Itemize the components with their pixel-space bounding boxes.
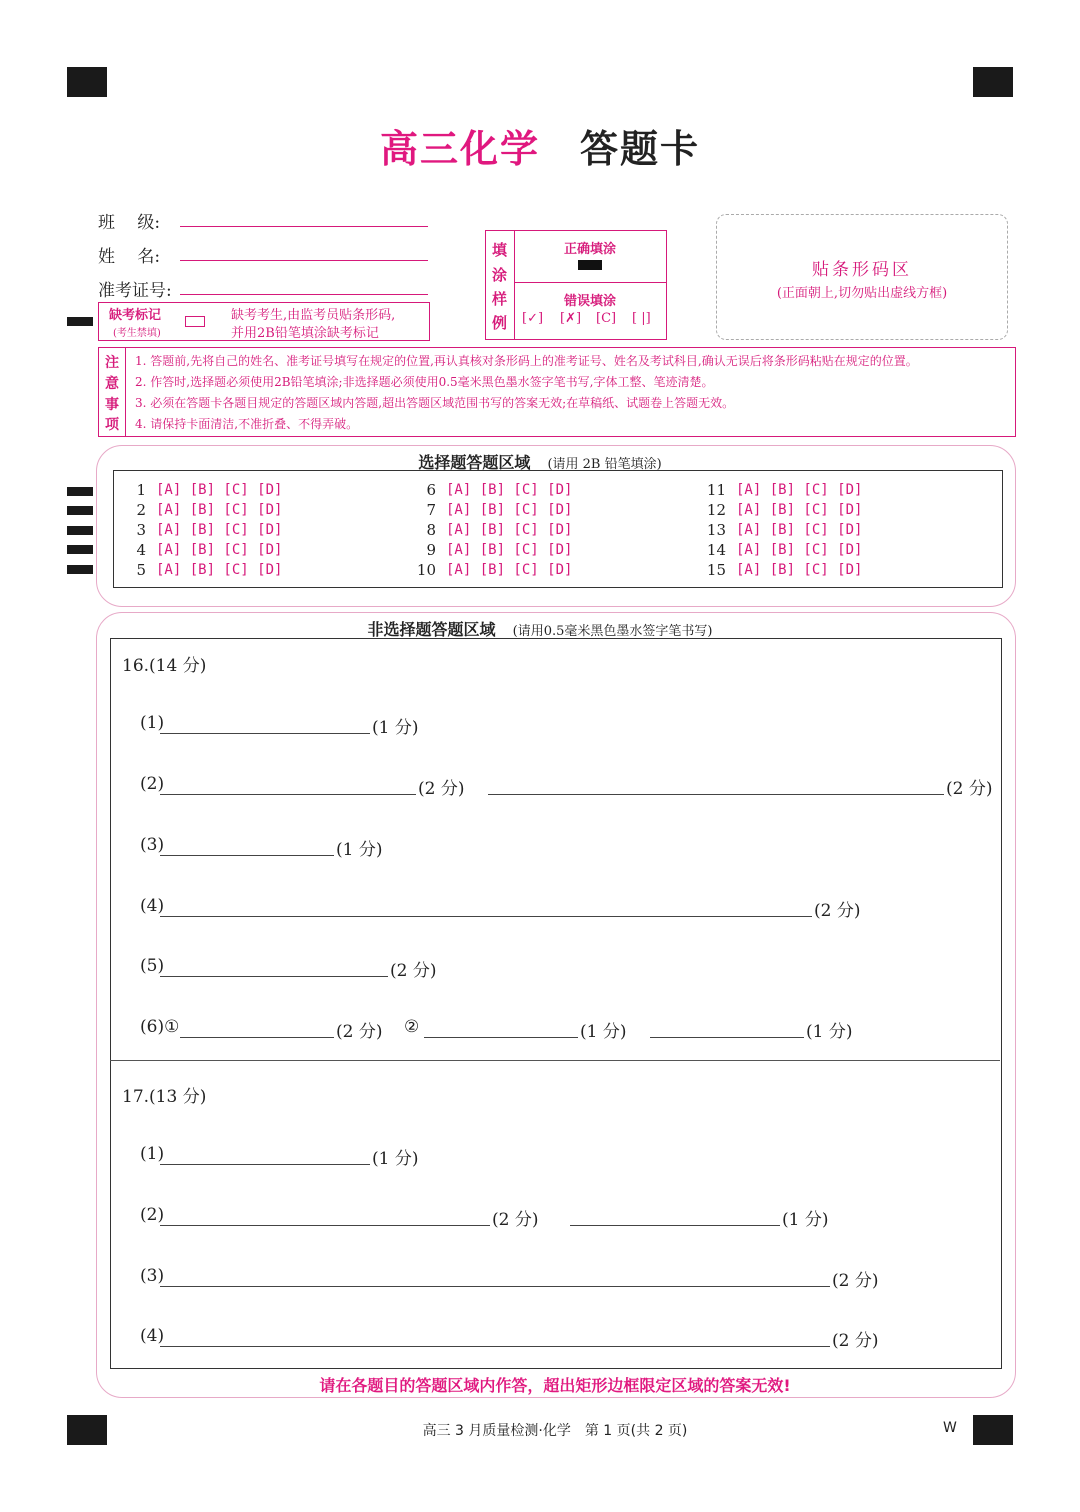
q17-part-2-label: (2) — [140, 1205, 165, 1225]
timing-mark — [67, 506, 93, 515]
choice-question-number: 10 — [416, 561, 436, 579]
q16-part-3-label: (3) — [140, 835, 165, 855]
choice-options[interactable]: [A] [B] [C] [D] — [736, 522, 863, 538]
exam-id-field[interactable] — [180, 294, 428, 295]
note-item: 1. 答题前,先将自己的姓名、准考证号填写在规定的位置,再认真核对条形码上的准考证号、姓名及考试科目,确认无误后将条形码粘贴在规定的位置。 — [135, 354, 918, 368]
choice-options[interactable]: [A] [B] [C] [D] — [156, 562, 283, 578]
choice-options[interactable]: [A] [B] [C] [D] — [156, 522, 283, 538]
choice-options[interactable]: [A] [B] [C] [D] — [156, 482, 283, 498]
choice-question-number: 3 — [136, 521, 146, 539]
choice-options[interactable]: [A] [B] [C] [D] — [736, 482, 863, 498]
class-field[interactable] — [180, 226, 428, 227]
q17-part-4-answer-line[interactable] — [160, 1346, 830, 1347]
absent-desc-1: 缺考考生,由监考员贴条形码, — [231, 308, 396, 323]
title-subject: 高三化学 — [379, 127, 540, 171]
q16-part-2b-score: (2 分) — [946, 779, 993, 799]
choice-question-number: 1 — [136, 481, 146, 499]
name-field[interactable] — [180, 260, 428, 261]
fill-side-char: 例 — [492, 314, 508, 332]
choice-question-number: 6 — [426, 481, 436, 499]
choice-zone-title-text: 选择题答题区域 — [418, 453, 531, 472]
q17-part-2b-score: (1 分) — [782, 1210, 829, 1230]
choice-options[interactable]: [A] [B] [C] [D] — [156, 542, 283, 558]
registration-mark-top-right — [973, 67, 1013, 97]
q17-part-1-answer-line[interactable] — [160, 1164, 370, 1165]
choice-options[interactable]: [A] [B] [C] [D] — [446, 542, 573, 558]
choice-options[interactable]: [A] [B] [C] [D] — [446, 562, 573, 578]
q16-part-4-answer-line[interactable] — [160, 916, 812, 917]
q16-part-6c-score: (1 分) — [806, 1022, 853, 1042]
absent-marker-box — [98, 302, 430, 341]
choice-options[interactable]: [A] [B] [C] [D] — [156, 502, 283, 518]
choice-question-number: 9 — [426, 541, 436, 559]
q16-part-6a-score: (2 分) — [336, 1022, 383, 1042]
q16-part-6b-label: ② — [404, 1017, 420, 1037]
choice-zone-hint: (请用 2B 铅笔填涂) — [547, 457, 662, 472]
fill-side-char: 涂 — [492, 266, 508, 284]
wrong-fill-label: 错误填涂 — [563, 294, 616, 309]
q16-part-1-score: (1 分) — [372, 718, 419, 738]
nonchoice-zone-hint: (请用0.5毫米黑色墨水签字笔书写) — [512, 624, 713, 639]
choice-options[interactable]: [A] [B] [C] [D] — [446, 482, 573, 498]
wrong-fill-mark: [✓] — [522, 311, 544, 326]
fill-example-box — [485, 230, 667, 340]
registration-mark-top-left — [67, 67, 107, 97]
choice-options[interactable]: [A] [B] [C] [D] — [446, 522, 573, 538]
note-item: 3. 必须在答题卡各题目规定的答题区域内答题,超出答题区域范围书写的答案无效;在草稿纸、试题卷上答题无效。 — [135, 396, 735, 410]
choice-question-number: 8 — [426, 521, 436, 539]
q17-part-1-score: (1 分) — [372, 1149, 419, 1169]
footer-text: 高三 3 月质量检测·化学 第 1 页(共 2 页) — [422, 1423, 688, 1439]
choice-options[interactable]: [A] [B] [C] [D] — [736, 542, 863, 558]
fill-example-side — [486, 231, 515, 339]
exam-id-label: 准考证号: — [98, 281, 172, 301]
q16-part-1-label: (1) — [140, 713, 165, 733]
q16-part-6b-answer-line[interactable] — [424, 1037, 578, 1038]
warning-text: 请在各题目的答题区域内作答，超出矩形边框限定区域的答案无效! — [319, 1376, 791, 1395]
q17-part-3-score: (2 分) — [832, 1271, 879, 1291]
q17-head: 17.(13 分) — [122, 1087, 207, 1107]
notes-side-char: 意 — [105, 376, 119, 392]
absent-sub: (考生禁填) — [113, 328, 161, 339]
name-label: 姓 名: — [98, 247, 161, 267]
choice-options[interactable]: [A] [B] [C] [D] — [736, 562, 863, 578]
absent-checkbox[interactable] — [185, 316, 205, 327]
q17-part-2b-answer-line[interactable] — [570, 1225, 780, 1226]
q16-part-4-label: (4) — [140, 896, 165, 916]
q17-part-1-label: (1) — [140, 1144, 165, 1164]
nonchoice-zone-title — [0, 617, 1080, 640]
page-title — [0, 118, 1080, 173]
q17-part-2a-score: (2 分) — [492, 1210, 539, 1230]
timing-mark — [67, 317, 93, 326]
question-divider — [110, 1060, 1000, 1061]
q16-head: 16.(14 分) — [122, 656, 207, 676]
q17-part-3-answer-line[interactable] — [160, 1286, 830, 1287]
q16-part-6c-answer-line[interactable] — [650, 1037, 804, 1038]
q16-part-4-score: (2 分) — [814, 901, 861, 921]
choice-options[interactable]: [A] [B] [C] [D] — [736, 502, 863, 518]
q16-part-6-label: (6)① — [140, 1017, 180, 1037]
q16-part-1-answer-line[interactable] — [160, 733, 370, 734]
choice-question-number: 13 — [706, 521, 726, 539]
fill-side-char: 填 — [492, 241, 508, 259]
wrong-fill-mark: [✗] — [560, 311, 582, 326]
notes-side — [99, 348, 126, 436]
note-item: 4. 请保持卡面清洁,不准折叠、不得弄破。 — [135, 417, 359, 431]
choice-question-number: 5 — [136, 561, 146, 579]
q16-part-3-answer-line[interactable] — [160, 855, 334, 856]
choice-question-number: 2 — [136, 501, 146, 519]
notes-side-char: 注 — [105, 355, 119, 371]
answer-area — [110, 638, 1002, 1369]
q16-part-2a-score: (2 分) — [418, 779, 465, 799]
q17-part-4-score: (2 分) — [832, 1331, 879, 1351]
q17-part-2a-answer-line[interactable] — [160, 1225, 490, 1226]
wrong-fill-mark: [C] — [596, 311, 617, 326]
choice-question-number: 15 — [706, 561, 726, 579]
timing-mark — [67, 487, 93, 496]
choice-question-number: 7 — [426, 501, 436, 519]
choice-options[interactable]: [A] [B] [C] [D] — [446, 502, 573, 518]
timing-mark — [67, 545, 93, 554]
timing-mark — [67, 565, 93, 574]
barcode-area[interactable] — [716, 214, 1008, 340]
q16-part-6a-answer-line[interactable] — [180, 1037, 334, 1038]
nonchoice-zone-title-text: 非选择题答题区域 — [367, 620, 496, 639]
q16-part-5-label: (5) — [140, 956, 165, 976]
title-card: 答题卡 — [580, 126, 701, 171]
absent-label: 缺考标记 — [109, 308, 162, 323]
footer-letter: W — [943, 1420, 957, 1436]
notes-side-char: 项 — [105, 417, 119, 433]
timing-mark — [67, 526, 93, 535]
wrong-fill-mark: [ |] — [632, 311, 651, 326]
notes-box — [98, 347, 1016, 437]
notes-side-char: 事 — [105, 397, 119, 413]
correct-fill-sample — [578, 260, 602, 270]
q16-part-2a-answer-line[interactable] — [160, 794, 416, 795]
q16-part-5-answer-line[interactable] — [160, 976, 388, 977]
q16-part-3-score: (1 分) — [336, 840, 383, 860]
barcode-sub: (正面朝上,切勿贴出虚线方框) — [776, 286, 948, 301]
q17-part-4-label: (4) — [140, 1326, 165, 1346]
q16-part-2b-answer-line[interactable] — [488, 794, 944, 795]
fill-side-char: 样 — [492, 290, 508, 308]
choice-question-number: 4 — [136, 541, 146, 559]
note-item: 2. 作答时,选择题必须使用2B铅笔填涂;非选择题必须使用0.5毫米黑色墨水签字笔书写,字体工整、笔迹清楚。 — [135, 375, 714, 389]
choice-question-number: 12 — [706, 501, 726, 519]
correct-fill-label: 正确填涂 — [563, 242, 616, 257]
q16-part-6b-score: (1 分) — [580, 1022, 627, 1042]
q16-part-5-score: (2 分) — [390, 961, 437, 981]
q17-part-3-label: (3) — [140, 1266, 165, 1286]
barcode-title: 贴条形码区 — [812, 260, 912, 280]
class-label: 班 级: — [98, 213, 161, 233]
q16-part-2-label: (2) — [140, 774, 165, 794]
choice-question-number: 11 — [706, 481, 726, 499]
choice-question-number: 14 — [706, 541, 726, 559]
absent-desc-2: 并用2B铅笔填涂缺考标记 — [231, 326, 379, 341]
